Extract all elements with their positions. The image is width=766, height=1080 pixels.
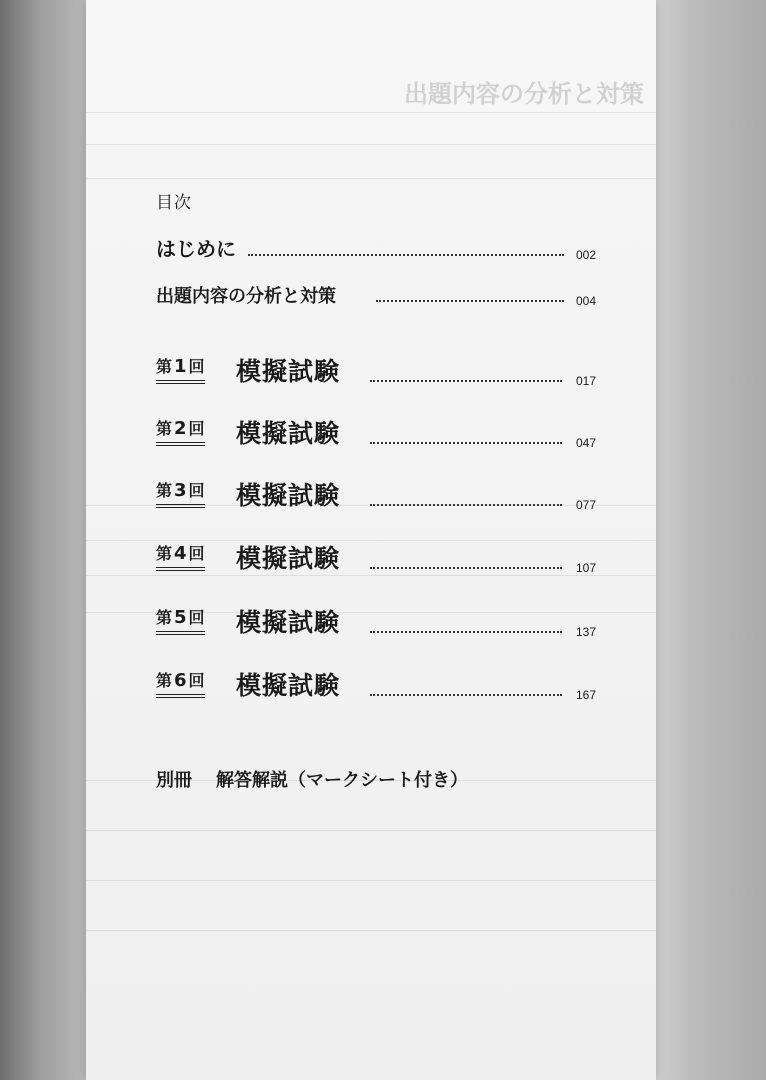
toc-entry-exam-3[interactable] bbox=[156, 476, 596, 516]
exam-title: 模擬試験 bbox=[236, 419, 341, 448]
toc-entry-label: はじめに bbox=[156, 237, 236, 261]
toc-page-number: 137 bbox=[575, 625, 596, 639]
toc-entry-exam-1[interactable] bbox=[156, 352, 596, 392]
dot-leader bbox=[248, 254, 564, 256]
exam-number-badge: 第 1 回 bbox=[156, 354, 205, 384]
dot-leader bbox=[370, 567, 562, 569]
exam-number-badge: 第 5 回 bbox=[156, 605, 205, 635]
toc-entry-exam-6[interactable] bbox=[156, 666, 596, 706]
dot-leader bbox=[370, 631, 562, 633]
exam-title: 模擬試験 bbox=[236, 481, 341, 510]
bleed-through-rule bbox=[86, 178, 656, 179]
left-background-strip bbox=[0, 0, 86, 1080]
toc-entry-exam-5[interactable] bbox=[156, 603, 596, 643]
toc-page bbox=[86, 0, 656, 1080]
toc-page-number: 017 bbox=[575, 374, 596, 388]
dot-leader bbox=[370, 504, 562, 506]
dot-leader bbox=[376, 300, 564, 302]
exam-number-badge: 第 4 回 bbox=[156, 541, 205, 571]
toc-page-number: 004 bbox=[575, 294, 596, 308]
bleed-through-heading: 出題内容の分析と対策 bbox=[404, 80, 644, 108]
exam-number-badge: 第 6 回 bbox=[156, 668, 205, 698]
toc-entry-exam-2[interactable] bbox=[156, 414, 596, 454]
bleed-through-rule bbox=[86, 144, 656, 145]
appendix-label: 別冊 bbox=[156, 770, 192, 791]
toc-entry-introduction[interactable] bbox=[156, 232, 596, 266]
right-background-strip bbox=[656, 0, 766, 1080]
toc-entry-label: 出題内容の分析と対策 bbox=[156, 286, 336, 307]
toc-page-number: 077 bbox=[575, 498, 596, 512]
toc-entry-appendix[interactable] bbox=[156, 766, 468, 792]
exam-number-badge: 第 2 回 bbox=[156, 416, 205, 446]
appendix-title: 解答解説（マークシート付き） bbox=[216, 770, 468, 791]
exam-title: 模擬試験 bbox=[236, 608, 341, 637]
toc-page-number: 167 bbox=[575, 688, 596, 702]
exam-title: 模擬試験 bbox=[236, 357, 341, 386]
exam-title: 模擬試験 bbox=[236, 671, 341, 700]
bleed-through-rule bbox=[86, 830, 656, 831]
bleed-through-rule bbox=[86, 880, 656, 881]
bleed-through-rule bbox=[86, 112, 656, 113]
dot-leader bbox=[370, 694, 562, 696]
dot-leader bbox=[370, 380, 562, 382]
bleed-through-rule bbox=[86, 930, 656, 931]
toc-page-number: 107 bbox=[575, 561, 596, 575]
exam-title: 模擬試験 bbox=[236, 544, 341, 573]
exam-number-badge: 第 3 回 bbox=[156, 478, 205, 508]
toc-entry-exam-4[interactable] bbox=[156, 539, 596, 579]
dot-leader bbox=[370, 442, 562, 444]
toc-heading: 目次 bbox=[156, 193, 192, 213]
toc-page-number: 047 bbox=[575, 436, 596, 450]
toc-entry-analysis[interactable] bbox=[156, 278, 596, 312]
toc-page-number: 002 bbox=[575, 248, 596, 262]
